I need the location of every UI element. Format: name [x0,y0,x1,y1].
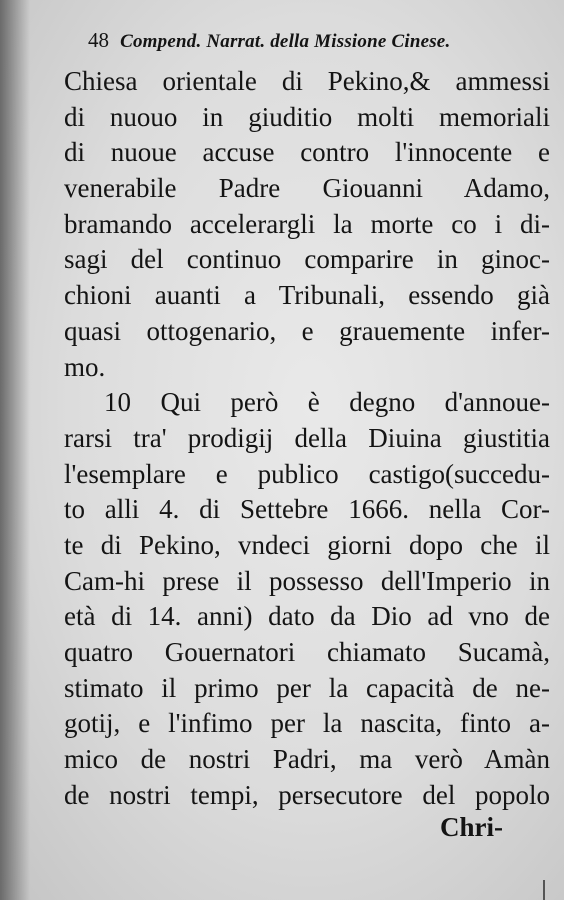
text-line: bramando accelerargli la morte co i di- [64,208,550,239]
text-line: rarsi tra' prodigij della Diuina giustitia [64,422,550,453]
catchword: Chri- [440,812,503,842]
text-line: mico de nostri Padri, ma verò Amàn [64,744,550,775]
text-line: te di Pekino, vndeci giorni dopo che il [64,529,550,560]
edge-mark [543,880,545,900]
text-line: Chiesa orientale di Pekino,& ammessi [64,66,550,96]
text-line: venerabile Padre Giouanni Adamo, [64,173,550,204]
text-line: to alli 4. di Settebre 1666. nella Cor- [64,494,550,525]
gutter-shadow [0,0,30,900]
text-line: quatro Gouernatori chiamato Sucamà, [64,637,550,667]
text-line: chioni auanti a Tribunali, essendo già [64,280,550,311]
text-line: Cam-hi prese il possesso dell'Imperio in [64,565,550,596]
paragraph-start-line: 10 Qui però è degno d'annoue- [104,387,550,418]
text-line: de nostri tempi, persecutore del popolo [64,779,550,810]
text-line: di nuoue accuse contro l'innocente e [64,137,550,168]
text-line: di nuouo in giuditio molti memoriali [64,101,550,132]
page-number: 48 [88,28,109,52]
text-line: quasi ottogenario, e grauemente infer- [64,315,550,346]
text-line: l'esemplare e publico castigo(succedu- [64,458,550,489]
body-text [64,64,550,813]
text-line: stimato il primo per la capacità de ne- [64,672,550,703]
page-header [88,28,508,58]
text-line: età di 14. anni) dato da Dio ad vno de [64,601,550,632]
text-line: sagi del continuo comparire in ginoc- [64,244,550,275]
running-title: Compend. Narrat. della Missione Cinese. [120,31,451,52]
text-line: gotij, e l'infimo per la nascita, finto a- [64,708,550,739]
text-line: mo. [64,351,106,382]
